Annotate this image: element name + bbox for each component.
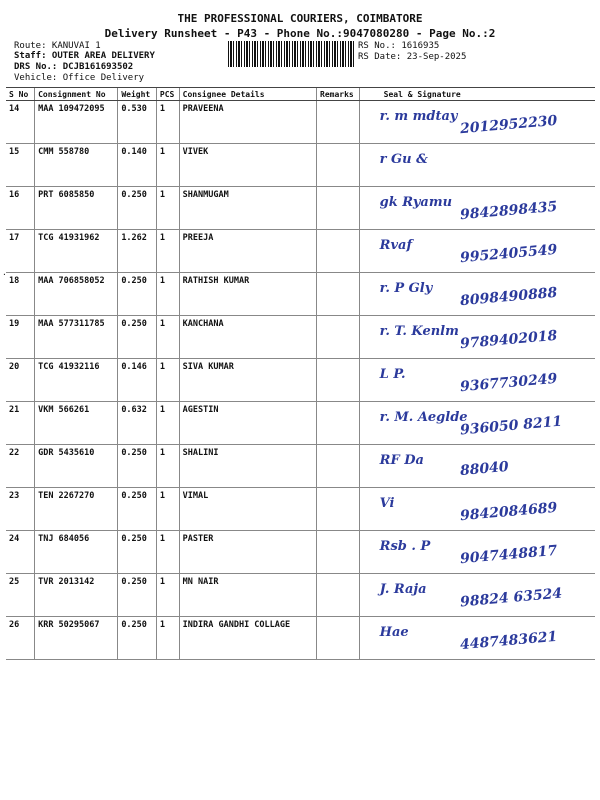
- cell-consignee: SHALINI: [179, 445, 316, 488]
- cell-consignee: KANCHANA: [179, 316, 316, 359]
- cell-signature: [359, 445, 595, 488]
- cell-sno: 23: [6, 488, 35, 531]
- col-header-sno: S No: [6, 88, 35, 101]
- cell-weight: 0.250: [118, 488, 157, 531]
- cell-signature: [359, 316, 595, 359]
- runsheet-table: [6, 87, 595, 660]
- cell-consignment: GDR 5435610: [35, 445, 118, 488]
- cell-signature: [359, 187, 595, 230]
- cell-weight: 0.140: [118, 144, 157, 187]
- cell-signature: [359, 488, 595, 531]
- cell-signature: [359, 402, 595, 445]
- cell-consignee: PRAVEENA: [179, 101, 316, 144]
- cell-pcs: 1: [156, 316, 179, 359]
- cell-pcs: 1: [156, 230, 179, 273]
- cell-remarks: [317, 574, 360, 617]
- cell-remarks: [317, 359, 360, 402]
- handwritten-signature: r. M. Aeglde: [379, 410, 468, 425]
- handwritten-phone: 9367730249: [459, 370, 558, 396]
- cell-consignee: SIVA KUMAR: [179, 359, 316, 402]
- col-header-weight: Weight: [118, 88, 157, 101]
- col-header-consignment: Consignment No: [35, 88, 118, 101]
- table-row: [6, 617, 595, 660]
- cell-weight: 0.250: [118, 316, 157, 359]
- cell-sno: 18: [6, 273, 35, 316]
- cell-signature: [359, 273, 595, 316]
- cell-pcs: 1: [156, 574, 179, 617]
- handwritten-phone: 4487483621: [459, 628, 558, 654]
- handwritten-signature: J. Raja: [379, 582, 427, 597]
- rs-date: RS Date: 23-Sep-2025: [358, 52, 467, 62]
- cell-sno: 17: [6, 230, 35, 273]
- cell-consignment: TEN 2267270: [35, 488, 118, 531]
- col-header-signature: Seal & Signature: [359, 88, 595, 101]
- cell-weight: 0.250: [118, 445, 157, 488]
- handwritten-signature: Rsb . P: [379, 539, 431, 554]
- cell-consignment: TVR 2013142: [35, 574, 118, 617]
- cell-weight: 0.632: [118, 402, 157, 445]
- cell-signature: [359, 230, 595, 273]
- table-row: [6, 359, 595, 402]
- cell-consignment: MAA 109472095: [35, 101, 118, 144]
- cell-consignment: KRR 50295067: [35, 617, 118, 660]
- cell-remarks: [317, 187, 360, 230]
- cell-remarks: [317, 144, 360, 187]
- handwritten-signature: Rvaf: [379, 238, 413, 253]
- table-row: [6, 316, 595, 359]
- cell-weight: 0.146: [118, 359, 157, 402]
- handwritten-signature: gk Ryamu: [379, 195, 453, 210]
- cell-pcs: 1: [156, 445, 179, 488]
- cell-remarks: [317, 101, 360, 144]
- handwritten-phone: 88040: [459, 458, 509, 480]
- cell-sno: 26: [6, 617, 35, 660]
- cell-pcs: 1: [156, 402, 179, 445]
- handwritten-phone: 98824 63524: [459, 585, 563, 611]
- cell-sno: 22: [6, 445, 35, 488]
- cell-signature: [359, 144, 595, 187]
- handwritten-signature: Hae: [379, 625, 409, 640]
- table-row: [6, 101, 595, 144]
- cell-sno: 15: [6, 144, 35, 187]
- cell-weight: 0.250: [118, 617, 157, 660]
- cell-pcs: 1: [156, 101, 179, 144]
- cell-remarks: [317, 617, 360, 660]
- vehicle-label: Vehicle: Office Delivery: [14, 73, 145, 83]
- cell-consignee: RATHISH KUMAR: [179, 273, 316, 316]
- handwritten-phone: 8098490888: [459, 284, 558, 310]
- cell-consignee: MN NAIR: [179, 574, 316, 617]
- handwritten-signature: L P.: [379, 367, 406, 382]
- runsheet-subtitle: Delivery Runsheet - P43 - Phone No.:9047080280 - Page No.:2: [104, 27, 496, 40]
- handwritten-signature: Vi: [379, 496, 395, 511]
- cell-signature: [359, 359, 595, 402]
- table-row: [6, 144, 595, 187]
- drs-label: DRS No.: DCJB161693502: [14, 62, 134, 72]
- handwritten-phone: 9952405549: [459, 241, 558, 267]
- cell-remarks: [317, 445, 360, 488]
- cell-consignee: VIMAL: [179, 488, 316, 531]
- cell-consignment: MAA 577311785: [35, 316, 118, 359]
- table-header-row: [6, 88, 595, 101]
- cell-weight: 0.250: [118, 187, 157, 230]
- col-header-remarks: Remarks: [317, 88, 360, 101]
- cell-weight: 0.250: [118, 531, 157, 574]
- cell-signature: [359, 574, 595, 617]
- cell-consignment: TCG 41931962: [35, 230, 118, 273]
- staff-label: Staff: OUTER AREA DELIVERY: [14, 51, 155, 61]
- table-row: [6, 445, 595, 488]
- table-row: [6, 574, 595, 617]
- cell-consignment: TNJ 684056: [35, 531, 118, 574]
- cell-pcs: 1: [156, 187, 179, 230]
- cell-pcs: 1: [156, 617, 179, 660]
- handwritten-phone: 9047448817: [459, 542, 558, 568]
- handwritten-phone: 936050 8211: [459, 413, 563, 439]
- cell-consignment: CMM 558780: [35, 144, 118, 187]
- cell-sno: 16: [6, 187, 35, 230]
- barcode: [228, 41, 354, 67]
- table-row: [6, 531, 595, 574]
- cell-weight: 0.250: [118, 574, 157, 617]
- rs-number: RS No.: 1616935: [358, 41, 440, 51]
- cell-weight: 1.262: [118, 230, 157, 273]
- cell-pcs: 1: [156, 144, 179, 187]
- handwritten-signature: r. m mdtay: [379, 109, 458, 124]
- cell-pcs: 1: [156, 273, 179, 316]
- cell-consignee: PASTER: [179, 531, 316, 574]
- cell-consignment: MAA 706858052: [35, 273, 118, 316]
- margin-mark: ·: [2, 270, 7, 279]
- cell-consignee: SHANMUGAM: [179, 187, 316, 230]
- table-row: [6, 402, 595, 445]
- cell-remarks: [317, 316, 360, 359]
- cell-consignment: TCG 41932116: [35, 359, 118, 402]
- cell-sno: 19: [6, 316, 35, 359]
- company-title: THE PROFESSIONAL COURIERS, COIMBATORE: [177, 12, 423, 25]
- cell-consignee: PREEJA: [179, 230, 316, 273]
- cell-signature: [359, 617, 595, 660]
- table-row: [6, 488, 595, 531]
- handwritten-phone: 2012952230: [459, 112, 558, 138]
- handwritten-phone: 9842084689: [459, 499, 558, 525]
- route-label: Route: KANUVAI 1: [14, 41, 101, 51]
- cell-consignee: INDIRA GANDHI COLLAGE: [179, 617, 316, 660]
- col-header-pcs: PCS: [156, 88, 179, 101]
- cell-consignment: PRT 6085850: [35, 187, 118, 230]
- cell-pcs: 1: [156, 531, 179, 574]
- handwritten-signature: r. P Gly: [379, 281, 433, 296]
- cell-remarks: [317, 273, 360, 316]
- handwritten-signature: r. T. Kenlm: [379, 324, 459, 339]
- cell-pcs: 1: [156, 488, 179, 531]
- cell-remarks: [317, 531, 360, 574]
- col-header-consignee: Consignee Details: [179, 88, 316, 101]
- handwritten-phone: 9789402018: [459, 327, 558, 353]
- cell-weight: 0.530: [118, 101, 157, 144]
- handwritten-phone: 9842898435: [459, 198, 558, 224]
- cell-signature: [359, 101, 595, 144]
- cell-consignee: AGESTIN: [179, 402, 316, 445]
- table-row: [6, 230, 595, 273]
- cell-sno: 25: [6, 574, 35, 617]
- cell-sno: 24: [6, 531, 35, 574]
- cell-weight: 0.250: [118, 273, 157, 316]
- handwritten-signature: RF Da: [379, 453, 424, 468]
- cell-consignee: VIVEK: [179, 144, 316, 187]
- cell-sno: 14: [6, 101, 35, 144]
- cell-sno: 20: [6, 359, 35, 402]
- cell-remarks: [317, 488, 360, 531]
- handwritten-signature: r Gu &: [379, 152, 428, 167]
- cell-remarks: [317, 230, 360, 273]
- cell-pcs: 1: [156, 359, 179, 402]
- cell-sno: 21: [6, 402, 35, 445]
- cell-remarks: [317, 402, 360, 445]
- table-row: [6, 273, 595, 316]
- cell-signature: [359, 531, 595, 574]
- table-row: [6, 187, 595, 230]
- cell-consignment: VKM 566261: [35, 402, 118, 445]
